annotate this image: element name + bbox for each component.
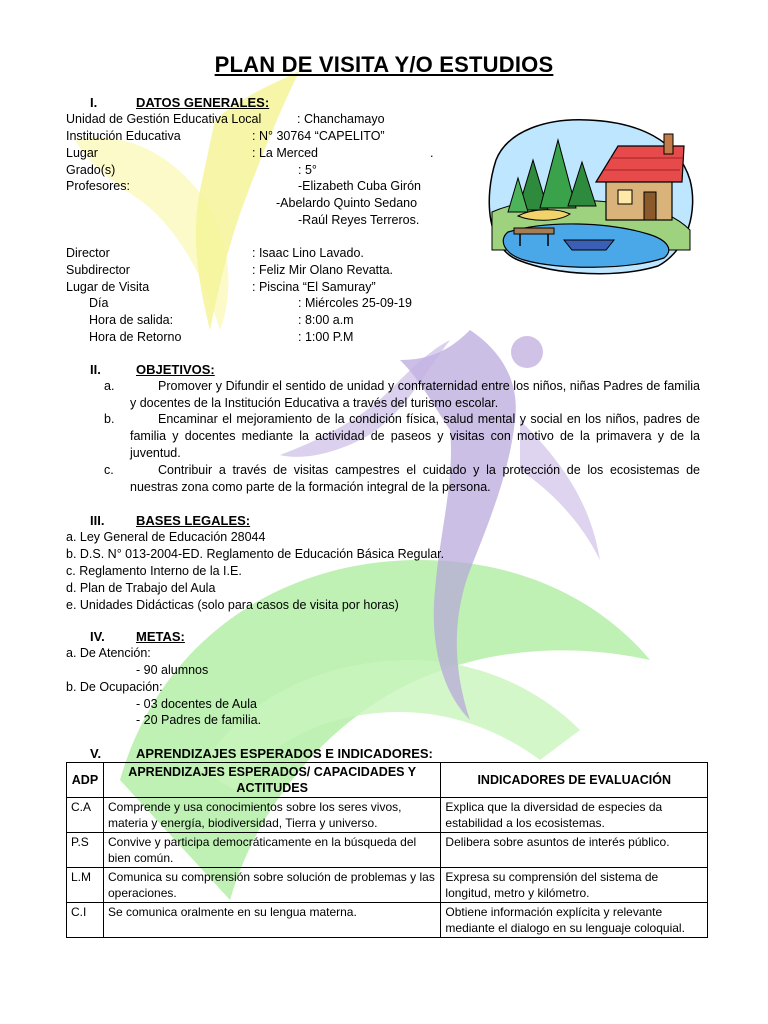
section-number: III. bbox=[90, 513, 105, 528]
header-indicadores: INDICADORES DE EVALUACIÓN bbox=[441, 763, 708, 798]
boat bbox=[564, 240, 614, 250]
meta-ocupacion-item-2: - 20 Padres de familia. bbox=[136, 713, 262, 727]
table-row bbox=[67, 903, 708, 938]
table-row bbox=[67, 798, 708, 833]
director-label: Director bbox=[66, 246, 110, 260]
list-item: c. Reglamento Interno de la I.E. bbox=[66, 564, 242, 578]
section-label: OBJETIVOS: bbox=[136, 362, 215, 377]
cell-aprendizaje: Comprende y usa conocimientos sobre los seres vivos, materia y energía, biodiversidad, Tierra y universo. bbox=[103, 798, 440, 833]
cell-adp: C.I bbox=[67, 903, 104, 938]
ugel-label: Unidad de Gestión Educativa Local bbox=[66, 112, 262, 126]
profesor-1: -Elizabeth Cuba Girón bbox=[298, 179, 421, 193]
subdirector-label: Subdirector bbox=[66, 263, 130, 277]
lugar-trailing-dot: . bbox=[430, 146, 434, 160]
objetivo-c bbox=[104, 462, 700, 496]
list-item: a. Ley General de Educación 28044 bbox=[66, 530, 266, 544]
cell-adp: C.A bbox=[67, 798, 104, 833]
meta-ocupacion-label: b. De Ocupación: bbox=[66, 680, 163, 694]
objetivo-text: Promover y Difundir el sentido de unidad y confraternidad entre los niños, niñas Padres de familia y docentes de la Institución Educativa a través del turismo escolar. bbox=[130, 379, 700, 410]
table-row bbox=[67, 868, 708, 903]
lugar-visita-value: : Piscina “El Samuray” bbox=[252, 280, 376, 294]
cabin-lake-illustration bbox=[478, 100, 700, 278]
list-item: d. Plan de Trabajo del Aula bbox=[66, 581, 216, 595]
cell-indicador: Obtiene información explícita y relevante mediante el dialogo en su lenguaje coloquial. bbox=[441, 903, 708, 938]
ie-label: Institución Educativa bbox=[66, 129, 181, 143]
section-number: II. bbox=[90, 362, 101, 377]
meta-atencion-item: - 90 alumnos bbox=[136, 663, 209, 677]
objetivo-text: Encaminar el mejoramiento de la condición física, salud mental y social en los niños, padres de familia y docentes mediante la actividad de paseos y visitas con motivo de la primavera y de la juventud. bbox=[130, 412, 700, 460]
dia-value: : Miércoles 25-09-19 bbox=[298, 296, 412, 310]
grado-label: Grado(s) bbox=[66, 163, 116, 177]
section-label: METAS: bbox=[136, 629, 185, 644]
cell-indicador: Delibera sobre asuntos de interés público. bbox=[441, 833, 708, 868]
objetivo-text: Contribuir a través de visitas campestres el cuidado y la protección de los ecosistemas de nuestras zona como parte de la formación integral de la persona. bbox=[130, 463, 700, 494]
header-adp: ADP bbox=[67, 763, 104, 798]
retorno-label: Hora de Retorno bbox=[89, 330, 182, 344]
ugel-value: : Chanchamayo bbox=[297, 112, 385, 126]
section-label: BASES LEGALES: bbox=[136, 513, 251, 528]
table-row bbox=[67, 833, 708, 868]
director-value: : Isaac Lino Lavado. bbox=[252, 246, 364, 260]
dia-label: Día bbox=[89, 296, 109, 310]
cell-aprendizaje: Convive y participa democráticamente en la búsqueda del bien común. bbox=[103, 833, 440, 868]
aprendizajes-table bbox=[66, 762, 708, 938]
meta-atencion-label: a. De Atención: bbox=[66, 646, 151, 660]
retorno-value: : 1:00 P.M bbox=[298, 330, 354, 344]
objetivo-marker: a. bbox=[104, 379, 115, 393]
cell-indicador: Expresa su comprensión del sistema de longitud, metro y kilómetro. bbox=[441, 868, 708, 903]
objetivo-marker: b. bbox=[104, 412, 115, 426]
meta-ocupacion-item-1: - 03 docentes de Aula bbox=[136, 697, 257, 711]
cell-indicador: Explica que la diversidad de especies da estabilidad a los ecosistemas. bbox=[441, 798, 708, 833]
section-label: DATOS GENERALES: bbox=[136, 95, 270, 110]
cell-aprendizaje: Comunica su comprensión sobre solución de problemas y las operaciones. bbox=[103, 868, 440, 903]
ie-value: : N° 30764 “CAPELITO” bbox=[252, 129, 385, 143]
grado-value: : 5° bbox=[298, 163, 317, 177]
bases-legales-list bbox=[66, 529, 444, 614]
lugar-visita-label: Lugar de Visita bbox=[66, 280, 150, 294]
lugar-value: : La Merced bbox=[252, 146, 319, 160]
lugar-label: Lugar bbox=[66, 146, 98, 160]
header-aprendizajes: APRENDIZAJES ESPERADOS/ CAPACIDADES Y ACTITUDES bbox=[103, 763, 440, 798]
cell-aprendizaje: Se comunica oralmente en su lengua materna. bbox=[103, 903, 440, 938]
section-number: I. bbox=[90, 95, 98, 110]
cell-adp: P.S bbox=[67, 833, 104, 868]
profesor-3: -Raúl Reyes Terreros. bbox=[298, 213, 420, 227]
objetivo-a bbox=[104, 378, 700, 412]
salida-value: : 8:00 a.m bbox=[298, 313, 354, 327]
objetivo-b bbox=[104, 411, 700, 462]
section-label: APRENDIZAJES ESPERADOS E INDICADORES: bbox=[136, 746, 433, 761]
profesor-2: -Abelardo Quinto Sedano bbox=[276, 196, 418, 210]
cell-adp: L.M bbox=[67, 868, 104, 903]
table-header-row bbox=[67, 763, 708, 798]
salida-label: Hora de salida: bbox=[89, 313, 174, 327]
section-number: V. bbox=[90, 746, 102, 761]
list-item: b. D.S. N° 013-2004-ED. Reglamento de Educación Básica Regular. bbox=[66, 547, 445, 561]
document-title: PLAN DE VISITA Y/O ESTUDIOS bbox=[214, 52, 554, 77]
objetivo-marker: c. bbox=[104, 463, 114, 477]
profesores-label: Profesores: bbox=[66, 179, 130, 193]
section-number: IV. bbox=[90, 629, 105, 644]
list-item: e. Unidades Didácticas (solo para casos de visita por horas) bbox=[66, 598, 399, 612]
subdirector-value: : Feliz Mir Olano Revatta. bbox=[252, 263, 394, 277]
